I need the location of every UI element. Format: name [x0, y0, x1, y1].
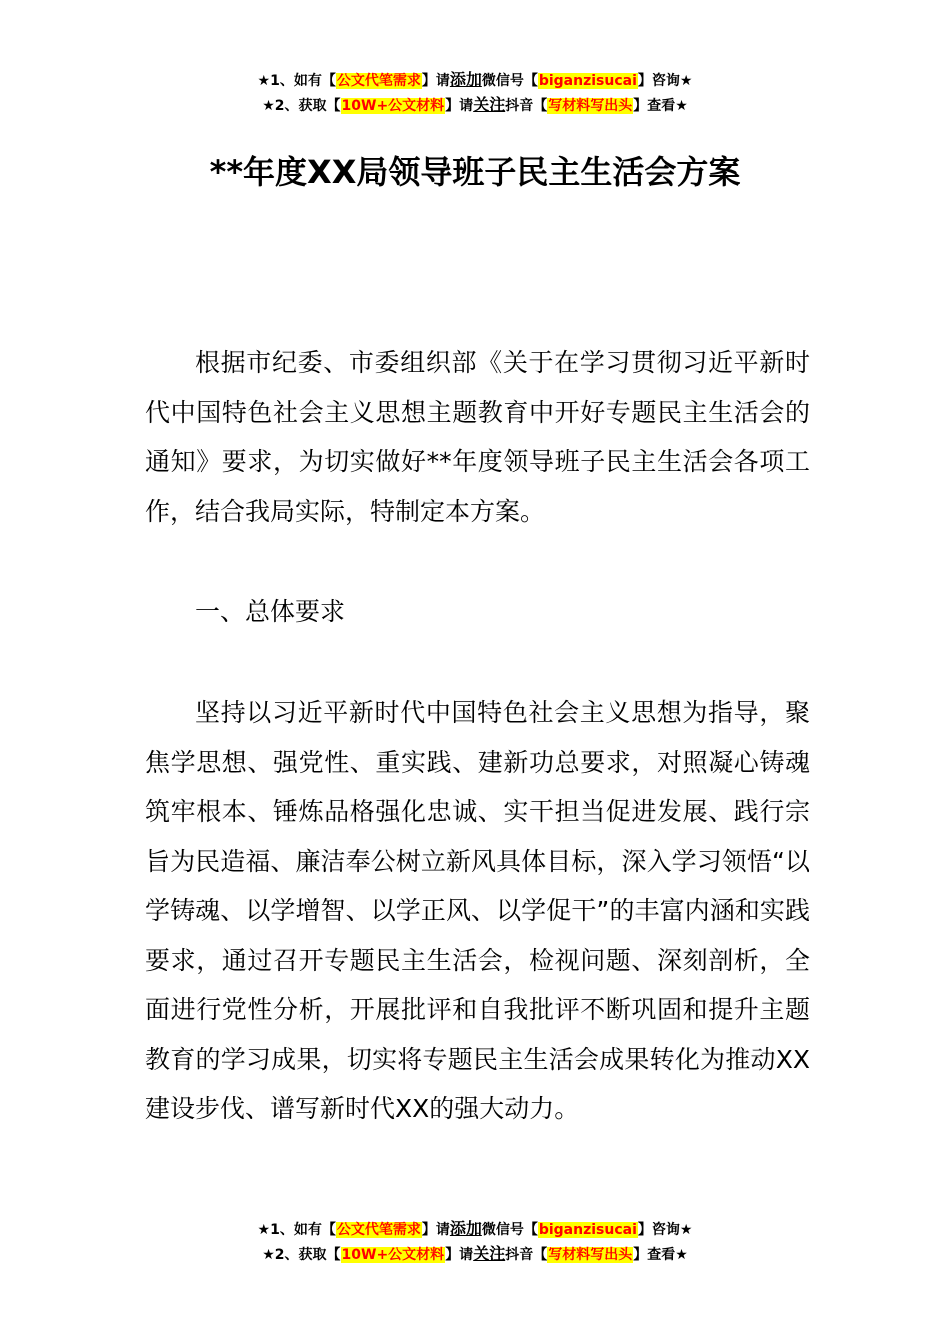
header-banner: [0, 68, 950, 118]
highlight-materials: 10W+公文材料: [341, 98, 445, 114]
banner-emphasis: 关注: [473, 1244, 506, 1263]
highlight-douyin-account: 写材料写出头: [548, 98, 633, 114]
banner-line-2: [0, 93, 950, 118]
banner-text: 】请: [445, 1247, 474, 1263]
banner-text: ★2、获取【: [262, 1247, 341, 1263]
banner-text: ★1、如有【: [257, 73, 336, 89]
banner-line-2: [0, 1242, 950, 1267]
requirements-paragraph: 坚持以习近平新时代中国特色社会主义思想为指导，聚焦学思想、强党性、重实践、建新功总要求，对照凝心铸魂筑牢根本、锤炼品格强化忠诚、实干担当促进发展、践行宗旨为民造福、廉洁奉公树立新风具体目标，深入学习领悟“以学铸魂、以学增智、以学正风、以学促干”的丰富内涵和实践要求，通过召开专题民主生活会，检视问题、深刻剖析，全面进行党性分析，开展批评和自我批评不断巩固和提升主题教育的学习成果，切实将专题民主生活会成果转化为推动XX建设步伐、谱写新时代XX的强大动力。: [145, 698, 810, 1123]
section-heading: 一、总体要求: [195, 597, 346, 626]
highlight-materials: 10W+公文材料: [341, 1247, 445, 1263]
banner-text: 】请: [445, 98, 474, 114]
banner-text: ★1、如有【: [257, 1222, 336, 1238]
highlight-service: 公文代笔需求: [336, 73, 421, 89]
banner-text: 】咨询★: [637, 73, 693, 89]
highlight-wechat-id: biganzisucai: [538, 1222, 637, 1238]
banner-text: 】请: [421, 1222, 450, 1238]
highlight-wechat-id: biganzisucai: [538, 73, 637, 89]
banner-text: 抖音【: [505, 98, 548, 114]
highlight-service: 公文代笔需求: [336, 1222, 421, 1238]
banner-text: 】请: [421, 73, 450, 89]
banner-text: 抖音【: [505, 1247, 548, 1263]
banner-text: 微信号【: [481, 73, 538, 89]
banner-line-1: [0, 68, 950, 93]
banner-text: 】咨询★: [637, 1222, 693, 1238]
banner-emphasis: 关注: [473, 95, 506, 114]
banner-text: 】查看★: [633, 98, 688, 114]
highlight-douyin-account: 写材料写出头: [548, 1247, 633, 1263]
banner-line-1: [0, 1217, 950, 1242]
banner-emphasis: 添加: [449, 1219, 482, 1238]
banner-text: ★2、获取【: [262, 98, 341, 114]
footer-banner: [0, 1217, 950, 1267]
banner-text: 微信号【: [481, 1222, 538, 1238]
banner-emphasis: 添加: [449, 70, 482, 89]
intro-paragraph: 根据市纪委、市委组织部《关于在学习贯彻习近平新时代中国特色社会主义思想主题教育中开好专题民主生活会的通知》要求，为切实做好**年度领导班子民主生活会各项工作，结合我局实际，特制定本方案。: [145, 348, 810, 526]
banner-text: 】查看★: [633, 1247, 688, 1263]
document-title: **年度XX局领导班子民主生活会方案: [209, 153, 741, 191]
